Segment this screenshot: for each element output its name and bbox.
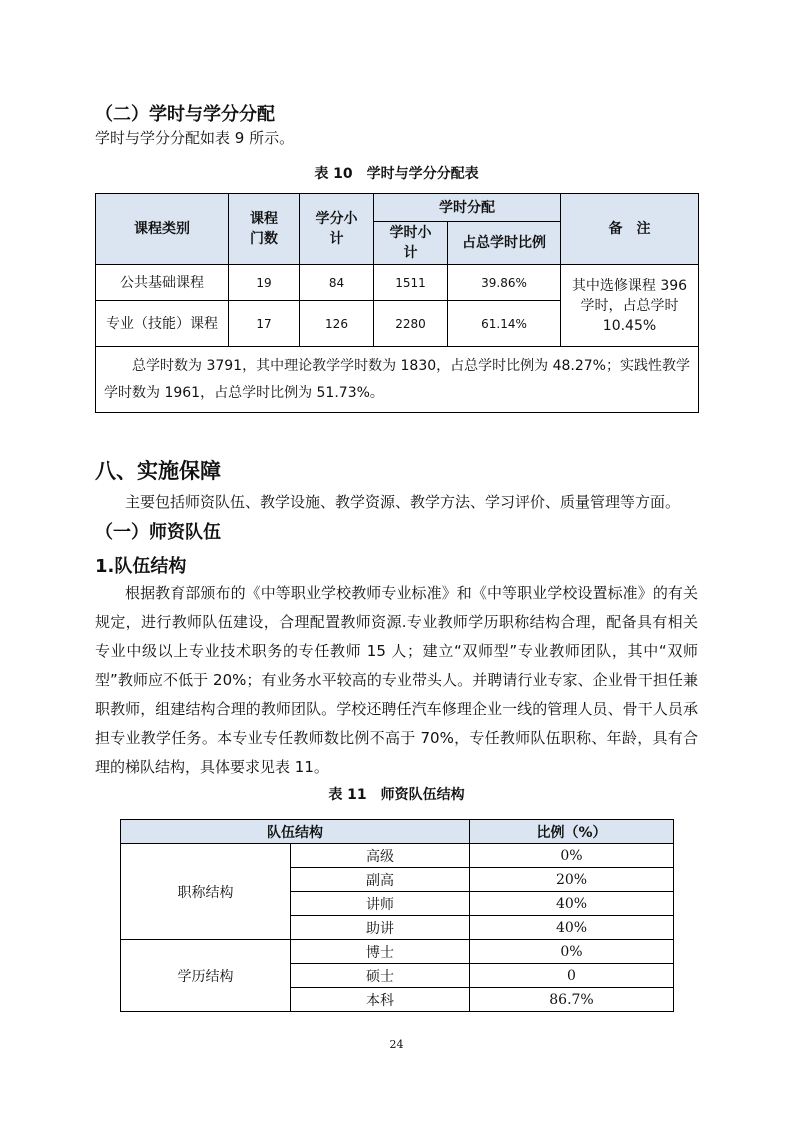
table11-cell-value: 40% [470, 916, 674, 940]
table10-cell-category: 专业（技能）课程 [96, 301, 229, 347]
table11-cell-value: 86.7% [470, 988, 674, 1012]
table10-cell-hours: 2280 [374, 301, 448, 347]
table11-group-title: 学历结构 [121, 940, 291, 1012]
table10-cell-credits: 126 [300, 301, 374, 347]
section-eight-intro: 主要包括师资队伍、教学设施、教学资源、教学方法、学习评价、质量管理等方面。 [125, 493, 681, 511]
table11-cell-value: 0% [470, 844, 674, 868]
table11-cell-value: 40% [470, 892, 674, 916]
table10 [95, 193, 699, 413]
table10-header-courses: 课程门数 [229, 194, 300, 265]
table10-header-credits: 学分小计 [300, 194, 374, 265]
sub-heading-teachers: （一）师资队伍 [95, 522, 221, 543]
table-row [96, 347, 699, 413]
table11-cell-label: 博士 [291, 940, 470, 964]
table11-group-title: 职称结构 [121, 844, 291, 940]
table11-cell-value: 20% [470, 868, 674, 892]
table10-header-hours-group: 学时分配 [374, 194, 561, 222]
table10-summary: 总学时数为 3791，其中理论教学学时数为 1830，占总学时比例为 48.27%；实践性教学学时数为 1961，占总学时比例为 51.73%。 [96, 347, 699, 413]
table10-cell-courses: 17 [229, 301, 300, 347]
section-heading-hours: （二）学时与学分分配 [95, 104, 275, 125]
table10-cell-courses: 19 [229, 265, 300, 301]
table11-cell-label: 讲师 [291, 892, 470, 916]
table-row [96, 265, 699, 301]
table11-header-ratio: 比例（%） [470, 820, 674, 844]
table10-header-hours-subtotal: 学时小计 [374, 222, 448, 265]
table10-header-hours-ratio: 占总学时比例 [448, 222, 561, 265]
table10-cell-ratio: 61.14% [448, 301, 561, 347]
table11-cell-label: 高级 [291, 844, 470, 868]
table11-cell-label: 本科 [291, 988, 470, 1012]
table10-cell-remark: 其中选修课程 396 学时，占总学时 10.45% [561, 265, 699, 347]
table10-cell-category: 公共基础课程 [96, 265, 229, 301]
table10-cell-hours: 1511 [374, 265, 448, 301]
table11-cell-label: 硕士 [291, 964, 470, 988]
table11-cell-value: 0% [470, 940, 674, 964]
table10-cell-ratio: 39.86% [448, 265, 561, 301]
table10-cell-credits: 84 [300, 265, 374, 301]
structure-paragraph: 根据教育部颁布的《中等职业学校教师专业标准》和《中等职业学校设置标准》的有关规定，进行教师队伍建设，合理配置教师资源.专业教师学历职称结构合理，配备具有相关专业中级以上专业技术职务的专任教师 15 人；建立“双师型”专业教师团队，其中“双师型”教师应不低于 20%；有业务水平较高的专业带头人。并聘请行业专家、企业骨干担任兼职教师，组建结构合理的教师团队。学校还聘任汽车修理企业一线的管理人员、骨干人员承担专业教学任务。本专业专任教师数比例不高于 70%，专任教师队伍职称、年龄，具有合理的梯队结构，具体要求见表 11。 [95, 584, 698, 776]
table10-caption: 表 10 学时与学分分配表 [314, 166, 479, 182]
table11-cell-label: 副高 [291, 868, 470, 892]
page-number: 24 [389, 1038, 404, 1051]
table10-header-remarks: 备 注 [561, 194, 699, 265]
table11 [120, 819, 674, 1012]
table-row [121, 844, 674, 868]
section-intro-hours: 学时与学分分配如表 9 所示。 [95, 129, 295, 147]
table11-cell-value: 0 [470, 964, 674, 988]
table11-caption: 表 11 师资队伍结构 [328, 787, 465, 803]
table11-header-structure: 队伍结构 [121, 820, 470, 844]
sub-sub-heading-structure: 1.队伍结构 [95, 556, 187, 577]
table-row [121, 940, 674, 964]
table11-cell-label: 助讲 [291, 916, 470, 940]
section-heading-eight: 八、实施保障 [95, 459, 221, 483]
table10-header-category: 课程类别 [96, 194, 229, 265]
